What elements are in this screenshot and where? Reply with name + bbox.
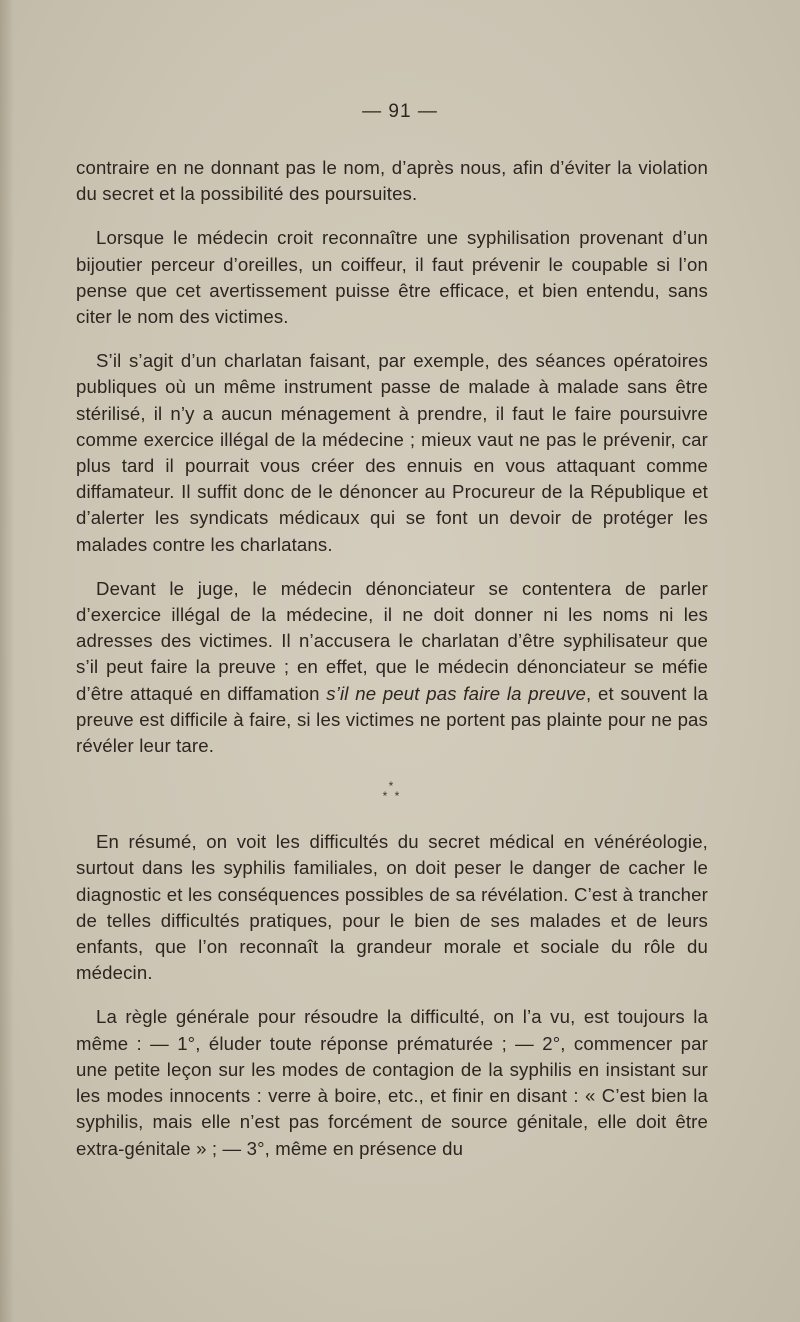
section-ornament [76,779,708,804]
italic-phrase: s’il ne peut pas faire la preuve [326,682,587,704]
asterism-bottom: * * [382,789,402,804]
paragraph-juge-end: , et souvent la preuve est difficile à faire, si les victimes ne portent pas plainte pour ne pas révéler leur tare. [76,682,708,757]
page-edge-shadow [0,0,14,1322]
body-text [76,155,708,1180]
paragraph-charlatan: S’il s’agit d’un charlatan faisant, par exemple, des séances opératoires publiques où un même instrument passe de malade à malade sans être stérilisé, il n’y a aucun ménagement à prendre, il faut le faire poursuivre comme exercice illégal de la médecine ; mieux vaut ne pas le prévenir, car plus tard il pourrait vous créer des ennuis en vous attaquant comme diffamateur. Il suffit donc de le dénoncer au Procureur de la République et d’alerter les syndicats médicaux qui se font un devoir de protéger les malades contre les charlatans. [76,350,708,555]
paragraph-bijoutier: Lorsque le médecin croit reconnaître une syphilisation provenant d’un bijoutier perceur d’oreilles, un coiffeur, il faut prévenir le coupable si l’on pense que cet avertissement puisse être efficace, et bien entendu, sans citer le nom des victimes. [76,227,708,328]
asterism-top: * [388,779,396,794]
paragraph-resume: En résumé, on voit les difficultés du secret médical en vénéréologie, surtout dans les syphilis familiales, on doit peser le danger de cacher le diagnostic et les conséquences possibles de sa révélation. C’est à trancher de telles difficultés pratiques, pour le bien de ses malades et de leurs enfants, que l’on reconnaît la grandeur morale et sociale du rôle du médecin. [76,831,708,984]
paragraph-juge [76,576,708,759]
page-number: — 91 — [362,101,438,122]
paragraph-regle: La règle générale pour résoudre la difficulté, on l’a vu, est toujours la même : — 1°, éluder toute réponse prématurée ; — 2°, commencer par une petite leçon sur les modes de contagion de la syphilis en insistant sur les modes innocents : verre à boire, etc., et finir en disant : « C’est bien la syphilis, mais elle n’est pas forcément de source génitale, elle doit être extra-génitale » ; — 3°, même en présence du [76,1006,708,1159]
paragraph-continuation: contraire en ne donnant pas le nom, d’après nous, afin d’éviter la violation du secret et la possibilité des poursuites. [76,157,708,205]
paragraph-juge-text: Devant le juge, le médecin dénonciateur se contentera de parler d’exercice illégal de la médecine, il ne doit donner ni les noms ni les adresses des victimes. Il n’accusera le charlatan d’être syphilisateur que s’il peut faire la preuve ; en effet, que le médecin dénonciateur se méfie d’être attaqué en diffamation [76,577,708,704]
